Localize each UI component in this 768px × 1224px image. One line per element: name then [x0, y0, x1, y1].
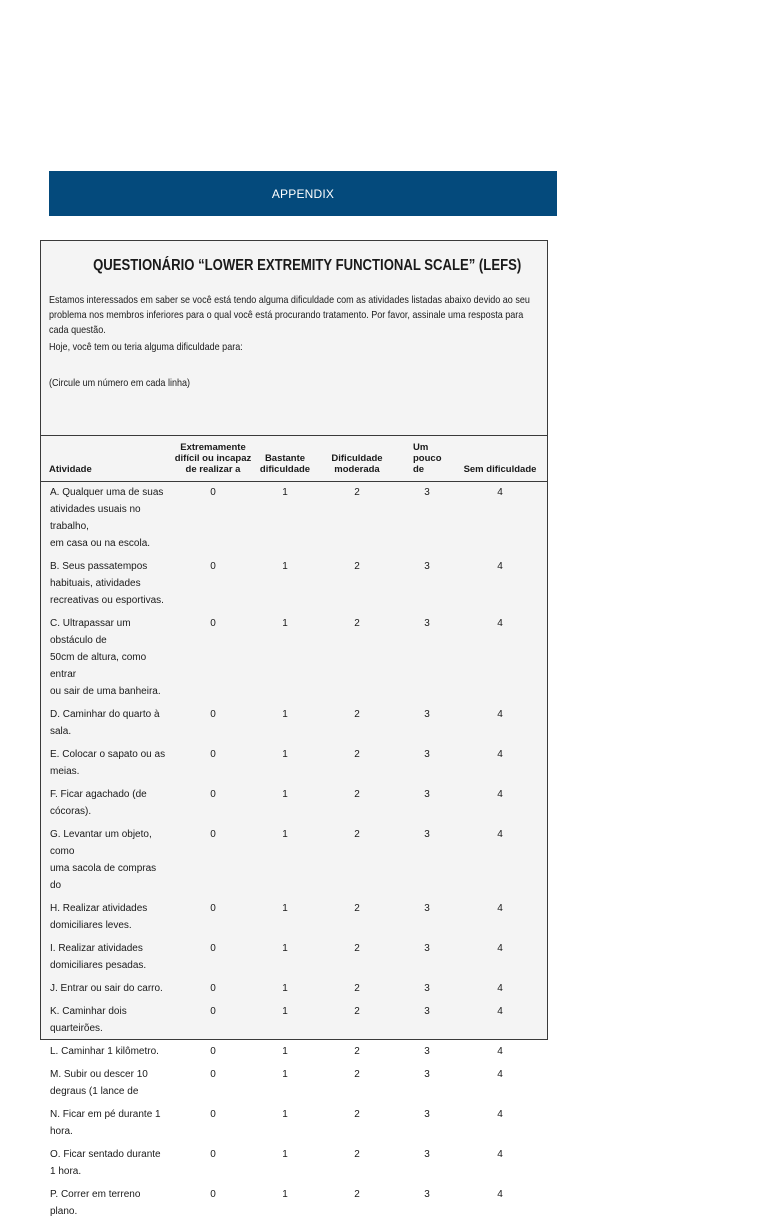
score-2-option[interactable]: 2	[313, 824, 401, 898]
lefs-table	[41, 436, 547, 1224]
score-3-option[interactable]: 3	[401, 556, 453, 613]
table-row	[41, 556, 547, 613]
form-title: QUESTIONÁRIO “LOWER EXTREMITY FUNCTIONAL SCALE” (LEFS)	[93, 257, 495, 275]
table-header-row	[41, 436, 547, 482]
score-2-option[interactable]: 2	[313, 556, 401, 613]
score-3-option[interactable]: 3	[401, 744, 453, 784]
activity-label: O. Ficar sentado durante 1 hora.	[41, 1144, 169, 1184]
score-4-option[interactable]: 4	[453, 704, 547, 744]
score-1-option[interactable]: 1	[257, 704, 313, 744]
score-3-option[interactable]: 3	[401, 978, 453, 1001]
score-3-option[interactable]: 3	[401, 1041, 453, 1064]
score-4-option[interactable]: 4	[453, 1001, 547, 1041]
score-2-option[interactable]: 2	[313, 482, 401, 557]
score-3-option[interactable]: 3	[401, 898, 453, 938]
score-0-option[interactable]: 0	[169, 613, 257, 704]
score-2-option[interactable]: 2	[313, 744, 401, 784]
header-little-difficulty: Um pouco de	[401, 436, 453, 482]
score-2-option[interactable]: 2	[313, 1041, 401, 1064]
lefs-table-body	[41, 482, 547, 1224]
score-4-option[interactable]: 4	[453, 784, 547, 824]
score-2-option[interactable]: 2	[313, 1184, 401, 1224]
score-2-option[interactable]: 2	[313, 938, 401, 978]
score-2-option[interactable]: 2	[313, 898, 401, 938]
table-row	[41, 938, 547, 978]
score-1-option[interactable]: 1	[257, 556, 313, 613]
score-0-option[interactable]: 0	[169, 744, 257, 784]
table-row	[41, 482, 547, 557]
score-1-option[interactable]: 1	[257, 1144, 313, 1184]
score-3-option[interactable]: 3	[401, 1064, 453, 1104]
score-0-option[interactable]: 0	[169, 1064, 257, 1104]
activity-label: G. Levantar um objeto, como uma sacola de compras do	[41, 824, 169, 898]
activity-label: C. Ultrapassar um obstáculo de 50cm de altura, como entrar ou sair de uma banheira.	[41, 613, 169, 704]
table-row	[41, 1064, 547, 1104]
table-row	[41, 1104, 547, 1144]
table-row	[41, 1001, 547, 1041]
activity-label: H. Realizar atividades domiciliares leves.	[41, 898, 169, 938]
activity-label: F. Ficar agachado (de cócoras).	[41, 784, 169, 824]
score-3-option[interactable]: 3	[401, 1184, 453, 1224]
header-activity: Atividade	[41, 436, 169, 482]
score-2-option[interactable]: 2	[313, 1001, 401, 1041]
score-1-option[interactable]: 1	[257, 938, 313, 978]
activity-label: M. Subir ou descer 10 degraus (1 lance de	[41, 1064, 169, 1104]
activity-label: L. Caminhar 1 kilômetro.	[41, 1041, 169, 1064]
score-0-option[interactable]: 0	[169, 1144, 257, 1184]
score-0-option[interactable]: 0	[169, 1041, 257, 1064]
score-4-option[interactable]: 4	[453, 613, 547, 704]
score-1-option[interactable]: 1	[257, 1041, 313, 1064]
score-4-option[interactable]: 4	[453, 1144, 547, 1184]
score-2-option[interactable]: 2	[313, 978, 401, 1001]
score-1-option[interactable]: 1	[257, 1184, 313, 1224]
score-1-option[interactable]: 1	[257, 978, 313, 1001]
score-0-option[interactable]: 0	[169, 938, 257, 978]
appendix-banner	[49, 171, 557, 216]
score-3-option[interactable]: 3	[401, 1001, 453, 1041]
score-4-option[interactable]: 4	[453, 556, 547, 613]
score-2-option[interactable]: 2	[313, 1144, 401, 1184]
activity-label: A. Qualquer uma de suas atividades usuais no trabalho, em casa ou na escola.	[41, 482, 169, 557]
activity-label: B. Seus passatempos habituais, atividades recreativas ou esportivas.	[41, 556, 169, 613]
score-2-option[interactable]: 2	[313, 1104, 401, 1144]
score-1-option[interactable]: 1	[257, 824, 313, 898]
score-4-option[interactable]: 4	[453, 898, 547, 938]
score-3-option[interactable]: 3	[401, 1104, 453, 1144]
table-row	[41, 978, 547, 1001]
score-2-option[interactable]: 2	[313, 784, 401, 824]
score-4-option[interactable]: 4	[453, 824, 547, 898]
score-1-option[interactable]: 1	[257, 1064, 313, 1104]
score-2-option[interactable]: 2	[313, 704, 401, 744]
score-0-option[interactable]: 0	[169, 1184, 257, 1224]
score-0-option[interactable]: 0	[169, 556, 257, 613]
score-0-option[interactable]: 0	[169, 1104, 257, 1144]
activity-label: J. Entrar ou sair do carro.	[41, 978, 169, 1001]
score-4-option[interactable]: 4	[453, 978, 547, 1001]
score-3-option[interactable]: 3	[401, 482, 453, 557]
score-0-option[interactable]: 0	[169, 704, 257, 744]
score-0-option[interactable]: 0	[169, 898, 257, 938]
header-quite-difficult: Bastante dificuldade	[257, 436, 313, 482]
activity-label: E. Colocar o sapato ou as meias.	[41, 744, 169, 784]
score-3-option[interactable]: 3	[401, 1144, 453, 1184]
score-3-option[interactable]: 3	[401, 613, 453, 704]
score-4-option[interactable]: 4	[453, 482, 547, 557]
activity-label: K. Caminhar dois quarteirões.	[41, 1001, 169, 1041]
table-row	[41, 704, 547, 744]
table-row	[41, 1041, 547, 1064]
score-1-option[interactable]: 1	[257, 898, 313, 938]
score-0-option[interactable]: 0	[169, 824, 257, 898]
table-row	[41, 824, 547, 898]
table-row	[41, 784, 547, 824]
score-1-option[interactable]: 1	[257, 784, 313, 824]
score-4-option[interactable]: 4	[453, 1104, 547, 1144]
score-0-option[interactable]: 0	[169, 784, 257, 824]
table-row	[41, 1144, 547, 1184]
score-4-option[interactable]: 4	[453, 1184, 547, 1224]
form-question: Hoje, você tem ou teria alguma dificuldade para:	[49, 340, 538, 376]
activity-label: P. Correr em terreno plano.	[41, 1184, 169, 1224]
score-0-option[interactable]: 0	[169, 482, 257, 557]
form-header	[41, 241, 547, 436]
score-1-option[interactable]: 1	[257, 1001, 313, 1041]
score-1-option[interactable]: 1	[257, 482, 313, 557]
appendix-label: APPENDIX	[272, 187, 334, 201]
score-1-option[interactable]: 1	[257, 613, 313, 704]
header-no-difficulty: Sem dificuldade	[453, 436, 547, 482]
header-extreme-difficulty: Extremamente difícil ou incapaz de realizar a	[169, 436, 257, 482]
score-4-option[interactable]: 4	[453, 938, 547, 978]
score-2-option[interactable]: 2	[313, 613, 401, 704]
lefs-form	[40, 240, 548, 1040]
score-1-option[interactable]: 1	[257, 744, 313, 784]
score-0-option[interactable]: 0	[169, 978, 257, 1001]
score-2-option[interactable]: 2	[313, 1064, 401, 1104]
score-3-option[interactable]: 3	[401, 938, 453, 978]
table-row	[41, 613, 547, 704]
score-4-option[interactable]: 4	[453, 744, 547, 784]
table-row	[41, 744, 547, 784]
activity-label: I. Realizar atividades domiciliares pesadas.	[41, 938, 169, 978]
score-0-option[interactable]: 0	[169, 1001, 257, 1041]
score-3-option[interactable]: 3	[401, 784, 453, 824]
score-1-option[interactable]: 1	[257, 1104, 313, 1144]
table-row	[41, 1184, 547, 1224]
score-4-option[interactable]: 4	[453, 1064, 547, 1104]
form-instruction: (Circule um número em cada linha)	[49, 376, 538, 391]
score-3-option[interactable]: 3	[401, 704, 453, 744]
header-moderate-difficulty: Dificuldade moderada	[313, 436, 401, 482]
score-3-option[interactable]: 3	[401, 824, 453, 898]
activity-label: N. Ficar em pé durante 1 hora.	[41, 1104, 169, 1144]
table-row	[41, 898, 547, 938]
activity-label: D. Caminhar do quarto à sala.	[41, 704, 169, 744]
score-4-option[interactable]: 4	[453, 1041, 547, 1064]
form-intro: Estamos interessados em saber se você está tendo alguma dificuldade com as atividades listadas abaixo devido ao seu problema nos membros inferiores para o qual você está procurando tratamento. Por favor, assinale uma resposta para cada questão.	[49, 293, 538, 340]
